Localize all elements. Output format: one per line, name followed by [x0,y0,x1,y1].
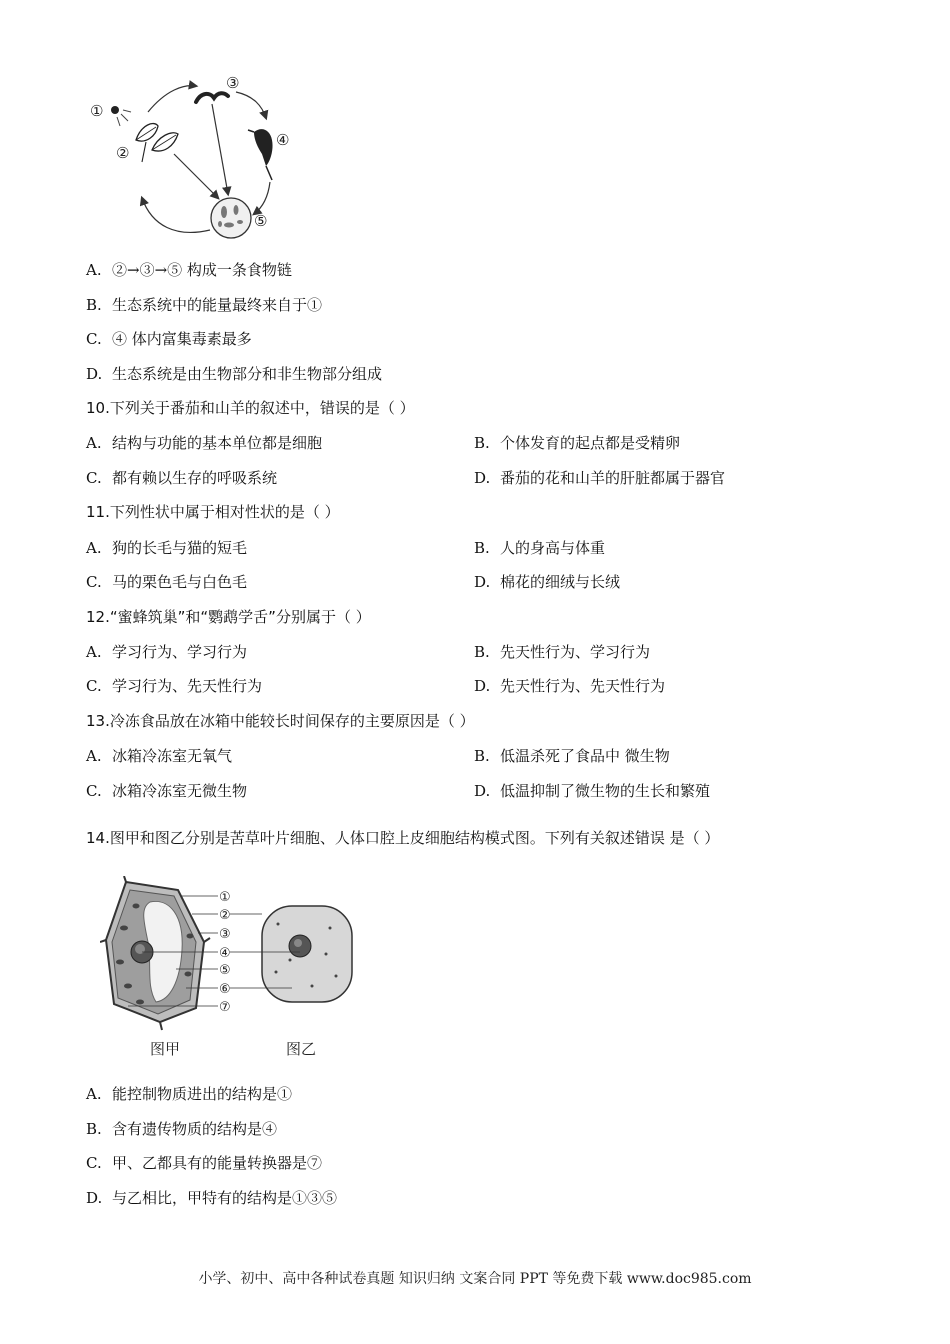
q13-option-d: D. 低温抑制了微生物的生长和繁殖 [474,782,711,800]
q9-option-a: A. ②→③→⑤ 构成一条食物链 [86,261,292,279]
marker-4: ④ [276,131,290,149]
marker-3: ③ [226,74,240,92]
q12-option-d: D. 先天性行为、先天性行为 [474,677,666,695]
q10-option-a: A. 结构与功能的基本单位都是细胞 [86,434,323,452]
cell-label-2: ② [219,908,231,923]
q9-option-d: D. 生态系统是由生物部分和非生物部分组成 [86,365,383,383]
cell-diagram [100,876,370,1066]
q9-option-b: B. 生态系统中的能量最终来自于① [86,296,323,314]
q12-stem: 12.“蜜蜂筑巢”和“鹦鹉学舌”分别属于（ ） [86,608,371,626]
q12-option-b: B. 先天性行为、学习行为 [474,643,651,661]
cell-label-6: ⑥ [219,982,231,997]
q14-option-b: B. 含有遗传物质的结构是④ [86,1120,278,1138]
q14-option-a: A. 能控制物质进出的结构是① [86,1085,293,1103]
cell-label-7: ⑦ [219,1000,231,1015]
q14-option-c: C. 甲、乙都具有的能量转换器是⑦ [86,1154,323,1172]
caption-plant-cell: 图甲 [150,1040,181,1058]
marker-1: ① [90,102,104,120]
cell-label-4: ④ [219,946,231,961]
q10-stem: 10.下列关于番茄和山羊的叙述中，错误的是（ ） [86,399,415,417]
q13-option-c: C. 冰箱冷冻室无微生物 [86,782,248,800]
q14-stem: 14.图甲和图乙分别是苦草叶片细胞、人体口腔上皮细胞结构模式图。下列有关叙述错误 是（ ） [86,829,720,847]
ecosystem-diagram [86,70,316,245]
q10-option-b: B. 个体发育的起点都是受精卵 [474,434,681,452]
q11-option-c: C. 马的栗色毛与白色毛 [86,573,248,591]
page-footer: 小学、初中、高中各种试卷真题 知识归纳 文案合同 PPT 等免费下载 www.doc985.com [198,1271,752,1287]
q11-option-d: D. 棉花的细绒与长绒 [474,573,621,591]
q11-stem: 11.下列性状中属于相对性状的是（ ） [86,503,340,521]
cell-label-3: ③ [219,927,231,942]
q14-option-d: D. 与乙相比，甲特有的结构是①③⑤ [86,1189,338,1207]
q11-option-a: A. 狗的长毛与猫的短毛 [86,539,248,557]
marker-5: ⑤ [254,212,268,230]
q9-option-c: C. ④ 体内富集毒素最多 [86,330,252,348]
q11-option-b: B. 人的身高与体重 [474,539,606,557]
q13-option-a: A. 冰箱冷冻室无氧气 [86,747,233,765]
marker-2: ② [116,144,130,162]
q12-option-a: A. 学习行为、学习行为 [86,643,248,661]
q13-stem: 13.冷冻食品放在冰箱中能较长时间保存的主要原因是（ ） [86,712,475,730]
q13-option-b: B. 低温杀死了食品中 微生物 [474,747,670,765]
q10-option-c: C. 都有赖以生存的呼吸系统 [86,469,278,487]
cell-label-1: ① [219,890,231,905]
q10-option-d: D. 番茄的花和山羊的肝脏都属于器官 [474,469,726,487]
cell-label-5: ⑤ [219,963,231,978]
q12-option-c: C. 学习行为、先天性行为 [86,677,263,695]
caption-animal-cell: 图乙 [286,1040,317,1058]
